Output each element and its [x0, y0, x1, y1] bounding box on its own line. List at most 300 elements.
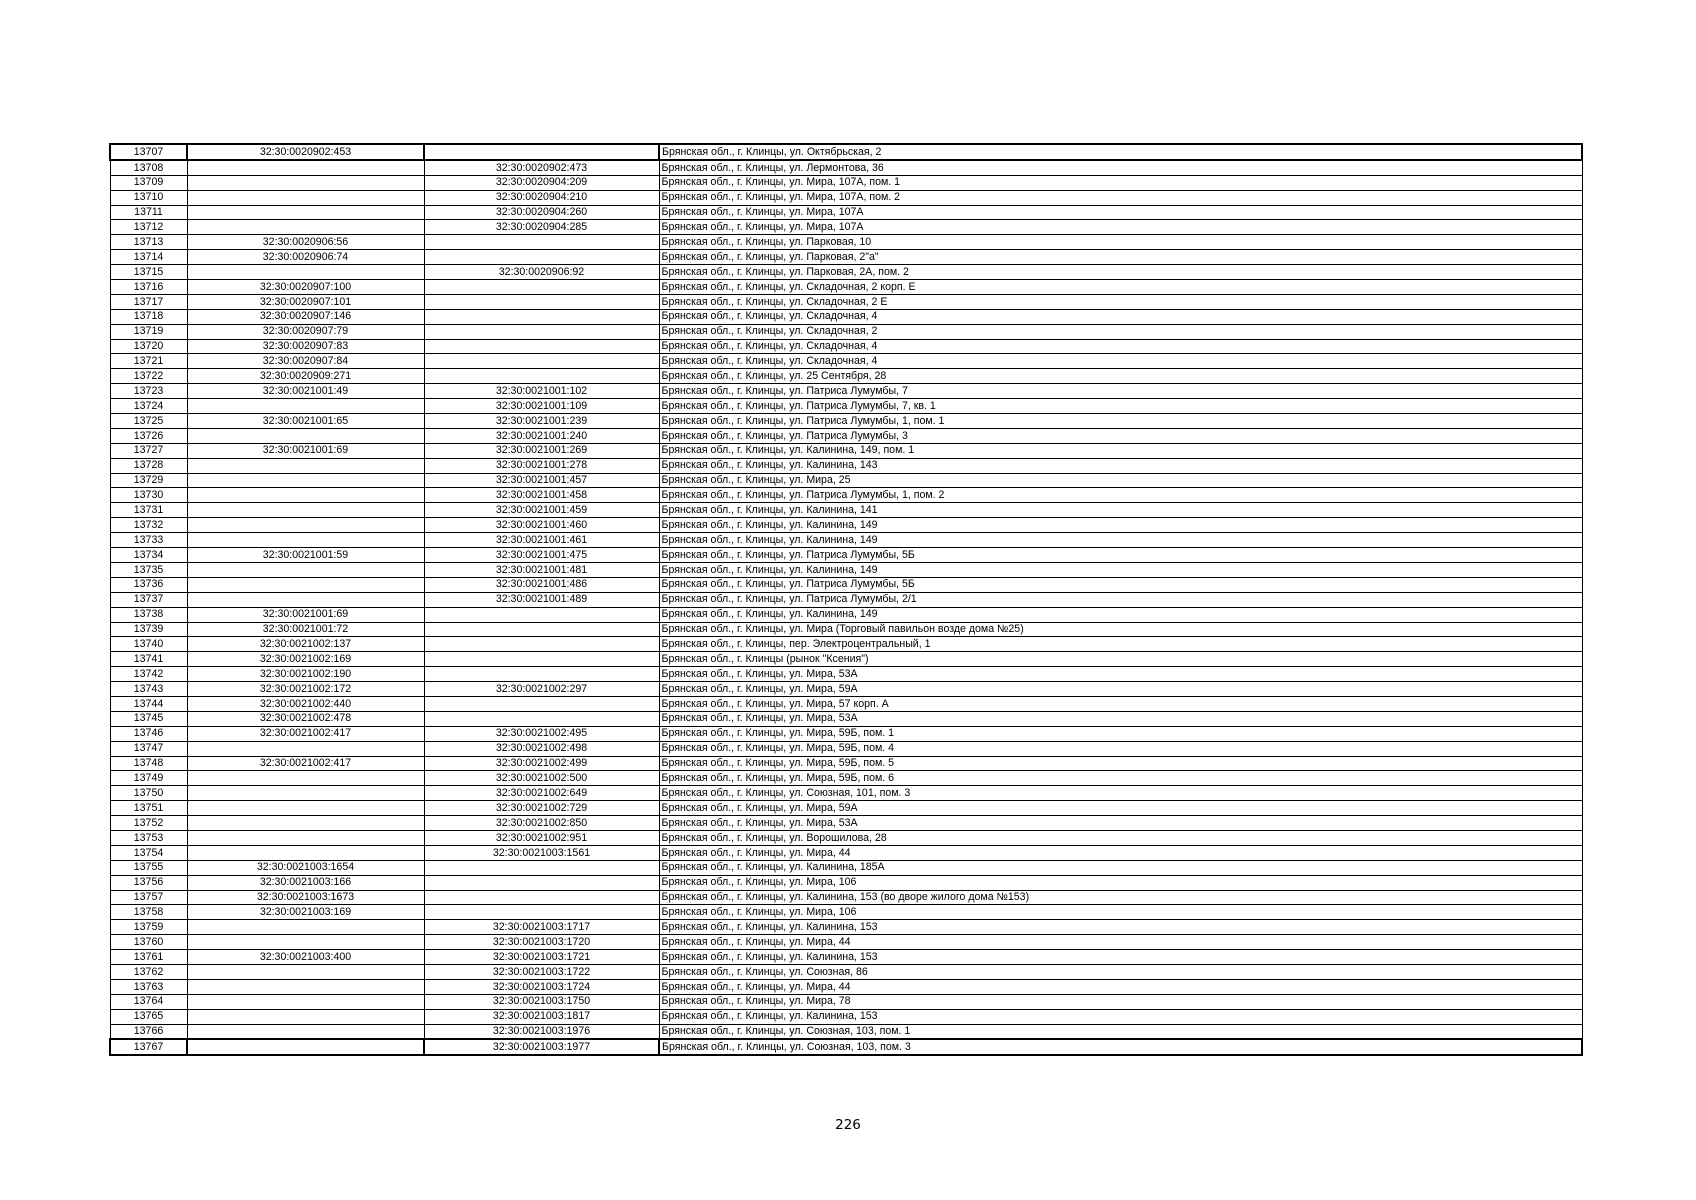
table-row — [110, 443, 1582, 458]
row-number-cell: 13739 — [110, 622, 187, 637]
table-row — [110, 711, 1582, 726]
table-row — [110, 309, 1582, 324]
table-row — [110, 667, 1582, 682]
land-cadastral-number-cell — [187, 473, 424, 488]
row-number-cell: 13722 — [110, 369, 187, 384]
building-cadastral-number-cell: 32:30:0021001:489 — [424, 592, 659, 607]
building-cadastral-number-cell: 32:30:0021002:499 — [424, 756, 659, 771]
building-cadastral-number-cell: 32:30:0021003:1722 — [424, 964, 659, 979]
table-row — [110, 160, 1582, 175]
address-cell: Брянская обл., г. Клинцы (рынок "Ксения") — [659, 652, 1582, 667]
building-cadastral-number-cell — [424, 890, 659, 905]
address-cell: Брянская обл., г. Клинцы, ул. Мира, 59Б, пом. 6 — [659, 771, 1582, 786]
address-cell: Брянская обл., г. Клинцы, ул. Складочная, 2 Е — [659, 294, 1582, 309]
table-row — [110, 220, 1582, 235]
land-cadastral-number-cell: 32:30:0021003:166 — [187, 875, 424, 890]
building-cadastral-number-cell: 32:30:0021002:951 — [424, 830, 659, 845]
address-cell: Брянская обл., г. Клинцы, ул. Мира, 59Б, пом. 4 — [659, 741, 1582, 756]
address-cell: Брянская обл., г. Клинцы, ул. Мира, 107А — [659, 205, 1582, 220]
land-cadastral-number-cell: 32:30:0020907:84 — [187, 354, 424, 369]
address-cell: Брянская обл., г. Клинцы, ул. Мира, 53А — [659, 667, 1582, 682]
address-cell: Брянская обл., г. Клинцы, ул. Мира, 106 — [659, 875, 1582, 890]
address-cell: Брянская обл., г. Клинцы, ул. Мира, 107А, пом. 2 — [659, 190, 1582, 205]
row-number-cell: 13743 — [110, 682, 187, 697]
table-row — [110, 682, 1582, 697]
land-cadastral-number-cell — [187, 428, 424, 443]
row-number-cell: 13761 — [110, 950, 187, 965]
row-number-cell: 13766 — [110, 1024, 187, 1039]
row-number-cell: 13759 — [110, 920, 187, 935]
building-cadastral-number-cell — [424, 235, 659, 250]
building-cadastral-number-cell — [424, 696, 659, 711]
address-cell: Брянская обл., г. Клинцы, ул. Патриса Лумумбы, 5Б — [659, 577, 1582, 592]
address-cell: Брянская обл., г. Клинцы, ул. Патриса Лумумбы, 2/1 — [659, 592, 1582, 607]
table-row — [110, 144, 1582, 160]
row-number-cell: 13715 — [110, 265, 187, 280]
row-number-cell: 13749 — [110, 771, 187, 786]
address-cell: Брянская обл., г. Клинцы, ул. Мира, 53А — [659, 816, 1582, 831]
building-cadastral-number-cell: 32:30:0021002:297 — [424, 682, 659, 697]
address-cell: Брянская обл., г. Клинцы, ул. Складочная, 4 — [659, 339, 1582, 354]
land-cadastral-number-cell — [187, 830, 424, 845]
land-cadastral-number-cell — [187, 488, 424, 503]
table-row — [110, 384, 1582, 399]
address-cell: Брянская обл., г. Клинцы, ул. Союзная, 103, пом. 3 — [659, 1039, 1582, 1055]
table-row — [110, 994, 1582, 1009]
building-cadastral-number-cell — [424, 339, 659, 354]
address-cell: Брянская обл., г. Клинцы, ул. Складочная, 4 — [659, 309, 1582, 324]
land-cadastral-number-cell — [187, 533, 424, 548]
table-row — [110, 369, 1582, 384]
table-row — [110, 637, 1582, 652]
land-cadastral-number-cell — [187, 741, 424, 756]
address-cell: Брянская обл., г. Клинцы, ул. Патриса Лумумбы, 7, кв. 1 — [659, 399, 1582, 414]
building-cadastral-number-cell: 32:30:0021003:1750 — [424, 994, 659, 1009]
table-row — [110, 577, 1582, 592]
row-number-cell: 13734 — [110, 548, 187, 563]
table-row — [110, 518, 1582, 533]
land-cadastral-number-cell: 32:30:0021001:69 — [187, 607, 424, 622]
land-cadastral-number-cell — [187, 816, 424, 831]
address-cell: Брянская обл., г. Клинцы, ул. Мира, 25 — [659, 473, 1582, 488]
table-row — [110, 503, 1582, 518]
land-cadastral-number-cell: 32:30:0020907:100 — [187, 280, 424, 295]
land-cadastral-number-cell — [187, 592, 424, 607]
land-cadastral-number-cell: 32:30:0021002:417 — [187, 726, 424, 741]
row-number-cell: 13712 — [110, 220, 187, 235]
building-cadastral-number-cell — [424, 294, 659, 309]
row-number-cell: 13727 — [110, 443, 187, 458]
building-cadastral-number-cell: 32:30:0021001:269 — [424, 443, 659, 458]
table-row — [110, 235, 1582, 250]
table-row — [110, 845, 1582, 860]
address-cell: Брянская обл., г. Клинцы, ул. Мира, 44 — [659, 845, 1582, 860]
table-row — [110, 548, 1582, 563]
building-cadastral-number-cell — [424, 875, 659, 890]
address-cell: Брянская обл., г. Клинцы, ул. Калинина, 153 — [659, 920, 1582, 935]
row-number-cell: 13763 — [110, 979, 187, 994]
row-number-cell: 13731 — [110, 503, 187, 518]
row-number-cell: 13751 — [110, 801, 187, 816]
row-number-cell: 13744 — [110, 696, 187, 711]
table-row — [110, 964, 1582, 979]
row-number-cell: 13746 — [110, 726, 187, 741]
land-cadastral-number-cell: 32:30:0021001:65 — [187, 414, 424, 429]
land-cadastral-number-cell: 32:30:0020907:79 — [187, 324, 424, 339]
table-row — [110, 1009, 1582, 1024]
address-cell: Брянская обл., г. Клинцы, ул. Мира, 78 — [659, 994, 1582, 1009]
building-cadastral-number-cell — [424, 280, 659, 295]
address-cell: Брянская обл., г. Клинцы, ул. Складочная, 2 корп. Е — [659, 280, 1582, 295]
land-cadastral-number-cell: 32:30:0021003:1654 — [187, 860, 424, 875]
land-cadastral-number-cell — [187, 458, 424, 473]
land-cadastral-number-cell: 32:30:0020907:146 — [187, 309, 424, 324]
building-cadastral-number-cell: 32:30:0021003:1817 — [424, 1009, 659, 1024]
address-cell: Брянская обл., г. Клинцы, ул. Мира, 59Б, пом. 1 — [659, 726, 1582, 741]
table-row — [110, 875, 1582, 890]
land-cadastral-number-cell: 32:30:0021003:169 — [187, 905, 424, 920]
address-cell: Брянская обл., г. Клинцы, ул. Лермонтова, 36 — [659, 160, 1582, 175]
building-cadastral-number-cell: 32:30:0021001:461 — [424, 533, 659, 548]
row-number-cell: 13750 — [110, 786, 187, 801]
table-row — [110, 205, 1582, 220]
address-cell: Брянская обл., г. Клинцы, ул. Парковая, 2"а" — [659, 250, 1582, 265]
table-row — [110, 562, 1582, 577]
row-number-cell: 13764 — [110, 994, 187, 1009]
table-row — [110, 250, 1582, 265]
building-cadastral-number-cell: 32:30:0021003:1720 — [424, 935, 659, 950]
address-cell: Брянская обл., г. Клинцы, ул. Мира, 59А — [659, 682, 1582, 697]
table-row — [110, 1024, 1582, 1039]
row-number-cell: 13720 — [110, 339, 187, 354]
address-cell: Брянская обл., г. Клинцы, ул. Калинина, 153 (во дворе жилого дома №153) — [659, 890, 1582, 905]
building-cadastral-number-cell — [424, 905, 659, 920]
address-cell: Брянская обл., г. Клинцы, ул. Парковая, 10 — [659, 235, 1582, 250]
land-cadastral-number-cell: 32:30:0020906:56 — [187, 235, 424, 250]
building-cadastral-number-cell: 32:30:0020906:92 — [424, 265, 659, 280]
table-row — [110, 607, 1582, 622]
row-number-cell: 13716 — [110, 280, 187, 295]
building-cadastral-number-cell — [424, 711, 659, 726]
row-number-cell: 13710 — [110, 190, 187, 205]
building-cadastral-number-cell: 32:30:0021001:109 — [424, 399, 659, 414]
address-cell: Брянская обл., г. Клинцы, ул. Мира, 44 — [659, 979, 1582, 994]
row-number-cell: 13757 — [110, 890, 187, 905]
row-number-cell: 13711 — [110, 205, 187, 220]
building-cadastral-number-cell: 32:30:0021001:460 — [424, 518, 659, 533]
row-number-cell: 13758 — [110, 905, 187, 920]
address-cell: Брянская обл., г. Клинцы, ул. Союзная, 101, пом. 3 — [659, 786, 1582, 801]
building-cadastral-number-cell: 32:30:0021001:278 — [424, 458, 659, 473]
row-number-cell: 13738 — [110, 607, 187, 622]
row-number-cell: 13714 — [110, 250, 187, 265]
building-cadastral-number-cell: 32:30:0021002:649 — [424, 786, 659, 801]
address-cell: Брянская обл., г. Клинцы, ул. Патриса Лумумбы, 7 — [659, 384, 1582, 399]
building-cadastral-number-cell: 32:30:0021002:850 — [424, 816, 659, 831]
row-number-cell: 13728 — [110, 458, 187, 473]
address-cell: Брянская обл., г. Клинцы, ул. Союзная, 103, пом. 1 — [659, 1024, 1582, 1039]
row-number-cell: 13756 — [110, 875, 187, 890]
building-cadastral-number-cell: 32:30:0021001:475 — [424, 548, 659, 563]
building-cadastral-number-cell: 32:30:0020904:209 — [424, 175, 659, 190]
building-cadastral-number-cell — [424, 622, 659, 637]
building-cadastral-number-cell: 32:30:0021001:458 — [424, 488, 659, 503]
registry-table-body — [110, 144, 1582, 1055]
table-row — [110, 280, 1582, 295]
address-cell: Брянская обл., г. Клинцы, ул. Мира, 53А — [659, 711, 1582, 726]
table-row — [110, 265, 1582, 280]
land-cadastral-number-cell — [187, 994, 424, 1009]
land-cadastral-number-cell: 32:30:0020906:74 — [187, 250, 424, 265]
row-number-cell: 13709 — [110, 175, 187, 190]
table-row — [110, 935, 1582, 950]
address-cell: Брянская обл., г. Клинцы, ул. Калинина, 149 — [659, 518, 1582, 533]
row-number-cell: 13753 — [110, 830, 187, 845]
address-cell: Брянская обл., г. Клинцы, ул. Союзная, 86 — [659, 964, 1582, 979]
address-cell: Брянская обл., г. Клинцы, ул. Парковая, 2А, пом. 2 — [659, 265, 1582, 280]
address-cell: Брянская обл., г. Клинцы, ул. Мира, 59Б, пом. 5 — [659, 756, 1582, 771]
address-cell: Брянская обл., г. Клинцы, ул. Мира (Торговый павильон возде дома №25) — [659, 622, 1582, 637]
address-cell: Брянская обл., г. Клинцы, ул. Калинина, 153 — [659, 1009, 1582, 1024]
table-row — [110, 473, 1582, 488]
land-cadastral-number-cell — [187, 175, 424, 190]
table-row — [110, 979, 1582, 994]
page-number: 226 — [835, 1117, 861, 1133]
address-cell: Брянская обл., г. Клинцы, ул. Калинина, 149, пом. 1 — [659, 443, 1582, 458]
row-number-cell: 13730 — [110, 488, 187, 503]
land-cadastral-number-cell — [187, 964, 424, 979]
building-cadastral-number-cell — [424, 354, 659, 369]
land-cadastral-number-cell — [187, 577, 424, 592]
address-cell: Брянская обл., г. Клинцы, ул. 25 Сентября, 28 — [659, 369, 1582, 384]
address-cell: Брянская обл., г. Клинцы, ул. Калинина, 185А — [659, 860, 1582, 875]
land-cadastral-number-cell: 32:30:0021002:169 — [187, 652, 424, 667]
building-cadastral-number-cell: 32:30:0020902:473 — [424, 160, 659, 175]
table-row — [110, 592, 1582, 607]
table-row — [110, 860, 1582, 875]
building-cadastral-number-cell: 32:30:0020904:260 — [424, 205, 659, 220]
land-cadastral-number-cell — [187, 205, 424, 220]
building-cadastral-number-cell: 32:30:0021001:239 — [424, 414, 659, 429]
building-cadastral-number-cell: 32:30:0021003:1721 — [424, 950, 659, 965]
address-cell: Брянская обл., г. Клинцы, ул. Мира, 107А — [659, 220, 1582, 235]
land-cadastral-number-cell: 32:30:0021002:137 — [187, 637, 424, 652]
address-cell: Брянская обл., г. Клинцы, ул. Складочная, 4 — [659, 354, 1582, 369]
building-cadastral-number-cell — [424, 667, 659, 682]
land-cadastral-number-cell — [187, 845, 424, 860]
table-row — [110, 830, 1582, 845]
table-row — [110, 294, 1582, 309]
building-cadastral-number-cell — [424, 637, 659, 652]
row-number-cell: 13745 — [110, 711, 187, 726]
row-number-cell: 13732 — [110, 518, 187, 533]
address-cell: Брянская обл., г. Клинцы, ул. Патриса Лумумбы, 1, пом. 2 — [659, 488, 1582, 503]
table-row — [110, 905, 1582, 920]
table-row — [110, 801, 1582, 816]
address-cell: Брянская обл., г. Клинцы, ул. Калинина, 153 — [659, 950, 1582, 965]
table-row — [110, 756, 1582, 771]
address-cell: Брянская обл., г. Клинцы, ул. Мира, 57 корп. А — [659, 696, 1582, 711]
registry-table — [109, 143, 1583, 1056]
address-cell: Брянская обл., г. Клинцы, ул. Калинина, 149 — [659, 533, 1582, 548]
building-cadastral-number-cell: 32:30:0021003:1724 — [424, 979, 659, 994]
table-row — [110, 324, 1582, 339]
building-cadastral-number-cell: 32:30:0021003:1977 — [424, 1039, 659, 1055]
land-cadastral-number-cell: 32:30:0021003:400 — [187, 950, 424, 965]
address-cell: Брянская обл., г. Клинцы, ул. Мира, 106 — [659, 905, 1582, 920]
row-number-cell: 13737 — [110, 592, 187, 607]
building-cadastral-number-cell — [424, 324, 659, 339]
address-cell: Брянская обл., г. Клинцы, ул. Патриса Лумумбы, 5Б — [659, 548, 1582, 563]
land-cadastral-number-cell — [187, 399, 424, 414]
land-cadastral-number-cell: 32:30:0020909:271 — [187, 369, 424, 384]
building-cadastral-number-cell — [424, 369, 659, 384]
table-row — [110, 652, 1582, 667]
row-number-cell: 13729 — [110, 473, 187, 488]
building-cadastral-number-cell: 32:30:0021002:729 — [424, 801, 659, 816]
row-number-cell: 13707 — [110, 144, 187, 160]
row-number-cell: 13721 — [110, 354, 187, 369]
table-row — [110, 786, 1582, 801]
row-number-cell: 13742 — [110, 667, 187, 682]
building-cadastral-number-cell: 32:30:0021002:495 — [424, 726, 659, 741]
building-cadastral-number-cell: 32:30:0021001:481 — [424, 562, 659, 577]
table-row — [110, 890, 1582, 905]
table-row — [110, 950, 1582, 965]
building-cadastral-number-cell: 32:30:0021003:1976 — [424, 1024, 659, 1039]
land-cadastral-number-cell: 32:30:0021002:440 — [187, 696, 424, 711]
row-number-cell: 13718 — [110, 309, 187, 324]
building-cadastral-number-cell — [424, 144, 659, 160]
building-cadastral-number-cell: 32:30:0021001:240 — [424, 428, 659, 443]
table-row — [110, 533, 1582, 548]
address-cell: Брянская обл., г. Клинцы, ул. Патриса Лумумбы, 1, пом. 1 — [659, 414, 1582, 429]
row-number-cell: 13741 — [110, 652, 187, 667]
building-cadastral-number-cell: 32:30:0021001:457 — [424, 473, 659, 488]
table-row — [110, 771, 1582, 786]
row-number-cell: 13708 — [110, 160, 187, 175]
address-cell: Брянская обл., г. Клинцы, ул. Патриса Лумумбы, 3 — [659, 428, 1582, 443]
table-row — [110, 622, 1582, 637]
row-number-cell: 13765 — [110, 1009, 187, 1024]
building-cadastral-number-cell: 32:30:0021003:1561 — [424, 845, 659, 860]
row-number-cell: 13735 — [110, 562, 187, 577]
row-number-cell: 13767 — [110, 1039, 187, 1055]
address-cell: Брянская обл., г. Клинцы, ул. Калинина, 141 — [659, 503, 1582, 518]
address-cell: Брянская обл., г. Клинцы, ул. Мира, 44 — [659, 935, 1582, 950]
table-row — [110, 458, 1582, 473]
row-number-cell: 13719 — [110, 324, 187, 339]
land-cadastral-number-cell: 32:30:0021001:59 — [187, 548, 424, 563]
row-number-cell: 13762 — [110, 964, 187, 979]
table-row — [110, 175, 1582, 190]
table-row — [110, 190, 1582, 205]
row-number-cell: 13752 — [110, 816, 187, 831]
land-cadastral-number-cell: 32:30:0021002:417 — [187, 756, 424, 771]
row-number-cell: 13733 — [110, 533, 187, 548]
building-cadastral-number-cell — [424, 860, 659, 875]
row-number-cell: 13736 — [110, 577, 187, 592]
row-number-cell: 13724 — [110, 399, 187, 414]
address-cell: Брянская обл., г. Клинцы, пер. Электроцентральный, 1 — [659, 637, 1582, 652]
building-cadastral-number-cell: 32:30:0021002:498 — [424, 741, 659, 756]
table-row — [110, 414, 1582, 429]
row-number-cell: 13725 — [110, 414, 187, 429]
land-cadastral-number-cell: 32:30:0020907:101 — [187, 294, 424, 309]
row-number-cell: 13713 — [110, 235, 187, 250]
table-row — [110, 920, 1582, 935]
address-cell: Брянская обл., г. Клинцы, ул. Ворошилова, 28 — [659, 830, 1582, 845]
address-cell: Брянская обл., г. Клинцы, ул. Складочная, 2 — [659, 324, 1582, 339]
land-cadastral-number-cell: 32:30:0020907:83 — [187, 339, 424, 354]
land-cadastral-number-cell — [187, 935, 424, 950]
land-cadastral-number-cell — [187, 160, 424, 175]
land-cadastral-number-cell — [187, 771, 424, 786]
land-cadastral-number-cell — [187, 1009, 424, 1024]
table-row — [110, 741, 1582, 756]
land-cadastral-number-cell: 32:30:0020902:453 — [187, 144, 424, 160]
table-row — [110, 428, 1582, 443]
table-row — [110, 399, 1582, 414]
row-number-cell: 13755 — [110, 860, 187, 875]
table-row — [110, 339, 1582, 354]
building-cadastral-number-cell: 32:30:0021001:486 — [424, 577, 659, 592]
building-cadastral-number-cell — [424, 652, 659, 667]
address-cell: Брянская обл., г. Клинцы, ул. Мира, 59А — [659, 801, 1582, 816]
row-number-cell: 13754 — [110, 845, 187, 860]
table-row — [110, 1039, 1582, 1055]
land-cadastral-number-cell — [187, 220, 424, 235]
table-row — [110, 354, 1582, 369]
land-cadastral-number-cell — [187, 979, 424, 994]
land-cadastral-number-cell: 32:30:0021001:49 — [187, 384, 424, 399]
row-number-cell: 13748 — [110, 756, 187, 771]
land-cadastral-number-cell — [187, 503, 424, 518]
building-cadastral-number-cell: 32:30:0021001:102 — [424, 384, 659, 399]
land-cadastral-number-cell — [187, 1039, 424, 1055]
building-cadastral-number-cell — [424, 250, 659, 265]
building-cadastral-number-cell — [424, 309, 659, 324]
row-number-cell: 13747 — [110, 741, 187, 756]
land-cadastral-number-cell — [187, 920, 424, 935]
table-row — [110, 816, 1582, 831]
address-cell: Брянская обл., г. Клинцы, ул. Калинина, 149 — [659, 562, 1582, 577]
land-cadastral-number-cell — [187, 190, 424, 205]
land-cadastral-number-cell: 32:30:0021002:190 — [187, 667, 424, 682]
table-row — [110, 488, 1582, 503]
building-cadastral-number-cell: 32:30:0021002:500 — [424, 771, 659, 786]
address-cell: Брянская обл., г. Клинцы, ул. Октябрьская, 2 — [659, 144, 1582, 160]
building-cadastral-number-cell: 32:30:0020904:285 — [424, 220, 659, 235]
land-cadastral-number-cell — [187, 786, 424, 801]
land-cadastral-number-cell — [187, 1024, 424, 1039]
land-cadastral-number-cell: 32:30:0021001:69 — [187, 443, 424, 458]
building-cadastral-number-cell — [424, 607, 659, 622]
building-cadastral-number-cell: 32:30:0020904:210 — [424, 190, 659, 205]
land-cadastral-number-cell: 32:30:0021001:72 — [187, 622, 424, 637]
land-cadastral-number-cell: 32:30:0021003:1673 — [187, 890, 424, 905]
row-number-cell: 13723 — [110, 384, 187, 399]
table-row — [110, 696, 1582, 711]
land-cadastral-number-cell — [187, 265, 424, 280]
building-cadastral-number-cell: 32:30:0021001:459 — [424, 503, 659, 518]
row-number-cell: 13740 — [110, 637, 187, 652]
address-cell: Брянская обл., г. Клинцы, ул. Мира, 107А, пом. 1 — [659, 175, 1582, 190]
row-number-cell: 13760 — [110, 935, 187, 950]
land-cadastral-number-cell: 32:30:0021002:172 — [187, 682, 424, 697]
row-number-cell: 13726 — [110, 428, 187, 443]
address-cell: Брянская обл., г. Клинцы, ул. Калинина, 143 — [659, 458, 1582, 473]
